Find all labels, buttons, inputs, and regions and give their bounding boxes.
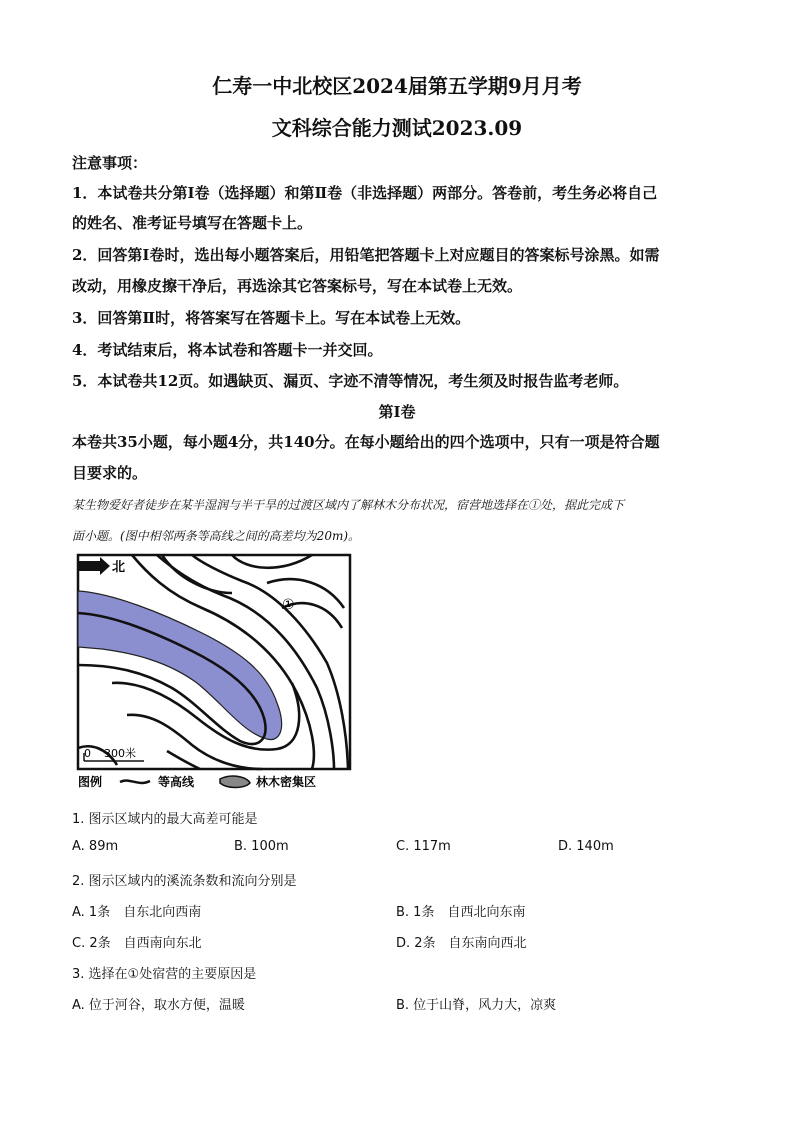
section-title: 第Ⅰ卷 <box>378 403 416 421</box>
option-b[interactable]: B. 位于山脊，风力大，凉爽 <box>396 998 557 1013</box>
option-d[interactable]: D. 2条 自东南向西北 <box>396 936 527 951</box>
legend-contour-symbol <box>120 781 150 783</box>
notice-line: 4．考试结束后，将本试卷和答题卡一并交回。 <box>72 341 383 359</box>
option-a[interactable]: A. 1条 自东北向西南 <box>72 905 202 920</box>
passage-text: 面小题。(图中相邻两条等高线之间的高差均为20m)。 <box>72 529 361 543</box>
option-d[interactable]: D. 140m <box>558 839 614 854</box>
section-intro: 目要求的。 <box>72 464 148 482</box>
scale-zero: 0 <box>84 747 91 760</box>
question-stem: 1. 图示区域内的最大高差可能是 <box>72 812 258 827</box>
option-a[interactable]: A. 位于河谷，取水方便，温暖 <box>72 998 245 1013</box>
notice-line: 5．本试卷共12页。如遇缺页、漏页、字迹不清等情况，考生须及时报告监考老师。 <box>72 372 629 390</box>
scale-label: 300米 <box>104 747 136 760</box>
notice-heading: 注意事项： <box>72 154 148 172</box>
exam-title: 仁寿一中北校区2024届第五学期9月月考 <box>212 74 582 98</box>
notice-line: 2．回答第Ⅰ卷时，选出每小题答案后，用铅笔把答题卡上对应题目的答案标号涂黑。如需 <box>72 246 660 264</box>
option-a[interactable]: A. 89m <box>72 839 119 854</box>
notice-line: 1．本试卷共分第Ⅰ卷（选择题）和第Ⅱ卷（非选择题）两部分。答卷前，考生务必将自己 <box>72 184 658 202</box>
exam-subtitle: 文科综合能力测试2023.09 <box>271 116 523 140</box>
north-arrow <box>78 561 100 571</box>
legend-contour-label: 等高线 <box>158 775 195 789</box>
option-b[interactable]: B. 1条 自西北向东南 <box>396 905 526 920</box>
legend-forest-label: 林木密集区 <box>256 775 317 789</box>
north-label: 北 <box>112 560 126 575</box>
legend-title: 图例 <box>78 775 103 789</box>
option-c[interactable]: C. 117m <box>396 839 451 854</box>
passage-text: 某生物爱好者徒步在某半湿润与半干旱的过渡区域内了解林木分布状况，宿营地选择在①处，据此完成下 <box>72 498 625 512</box>
section-intro: 本卷共35小题，每小题4分，共140分。在每小题给出的四个选项中，只有一项是符合题 <box>72 433 660 451</box>
notice-line: 的姓名、准考证号填写在答题卡上。 <box>72 214 313 232</box>
site-label: ① <box>282 597 295 613</box>
option-b[interactable]: B. 100m <box>234 839 289 854</box>
option-c[interactable]: C. 2条 自西南向东北 <box>72 936 202 951</box>
question-stem: 2. 图示区域内的溪流条数和流向分别是 <box>72 874 297 889</box>
question-stem: 3. 选择在①处宿营的主要原因是 <box>72 967 257 982</box>
notice-line: 3．回答第Ⅱ时，将答案写在答题卡上。写在本试卷上无效。 <box>72 309 471 327</box>
notice-line: 改动，用橡皮擦干净后，再选涂其它答案标号，写在本试卷上无效。 <box>72 277 523 295</box>
contour-map <box>72 553 352 793</box>
legend-forest-symbol <box>220 776 250 787</box>
